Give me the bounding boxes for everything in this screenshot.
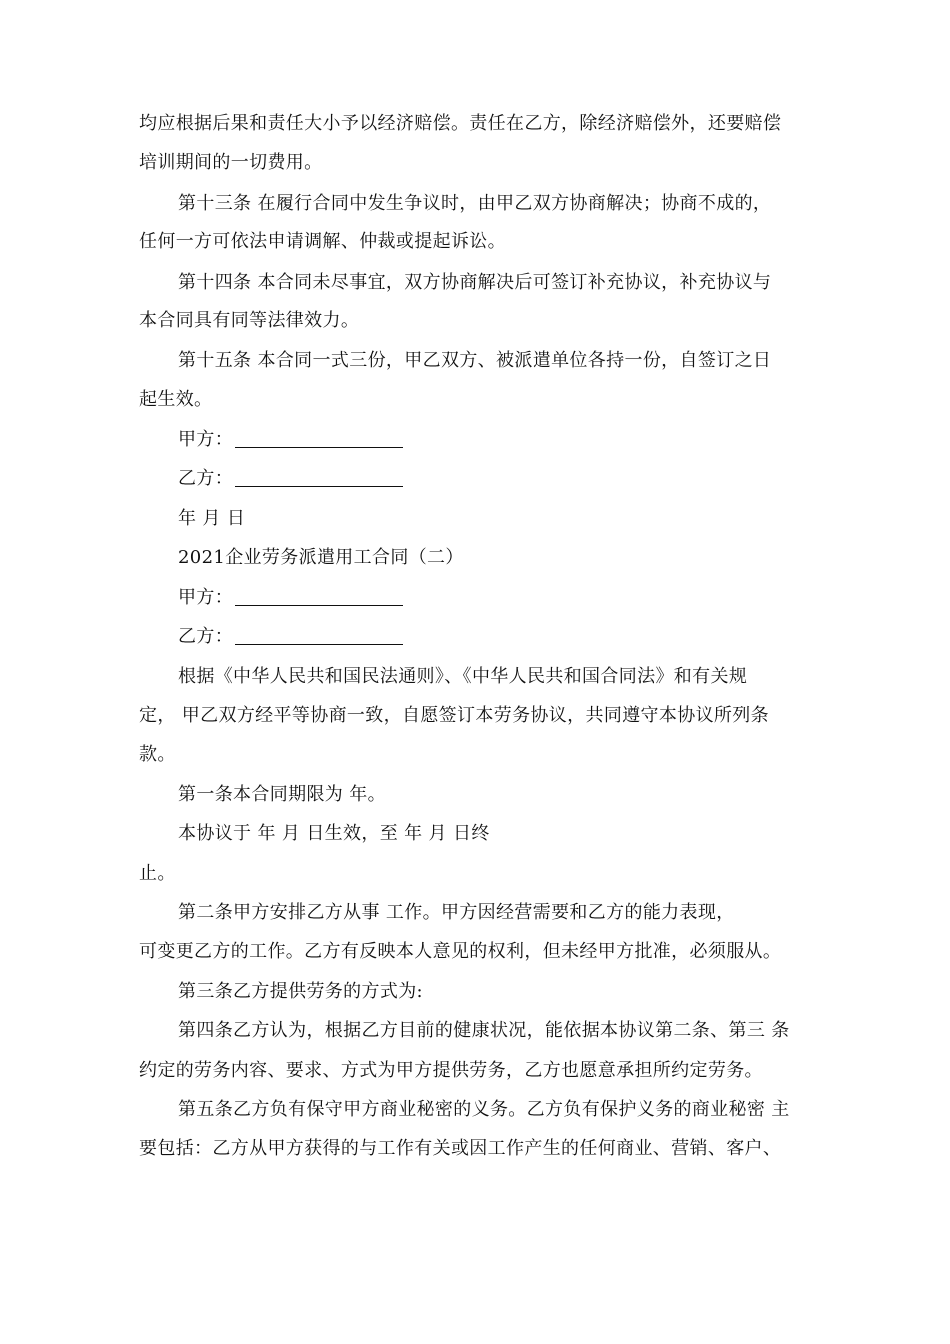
signature-label: 乙方： <box>178 468 234 489</box>
text-line: 款。 <box>139 744 176 765</box>
text-line: 根据《中华人民共和国民法通则》、《中华人民共和国合同法》和有关规 <box>178 666 748 687</box>
signature-party-b <box>178 625 403 649</box>
text-line: 任何一方可依法申请调解、仲裁或提起诉讼。 <box>139 231 506 252</box>
signature-party-b <box>178 467 403 491</box>
text-line: 约定的劳务内容、要求、方式为甲方提供劳务，乙方也愿意承担所约定劳务。 <box>139 1060 763 1081</box>
text-line: 第十三条 在履行合同中发生争议时，由甲乙双方协商解决；协商不成的， <box>178 193 772 214</box>
text-line: 可变更乙方的工作。乙方有反映本人意见的权利，但未经甲方批准，必须服从。 <box>139 941 782 962</box>
text-line: 培训期间的一切费用。 <box>139 152 323 173</box>
text-line: 本协议于 年 月 日生效，至 年 月 日终 <box>178 823 490 844</box>
text-line: 定， 甲乙双方经平等协商一致，自愿签订本劳务协议，共同遵守本协议所列条 <box>139 705 769 726</box>
text-line: 第二条甲方安排乙方从事 工作。甲方因经营需要和乙方的能力表现， <box>178 902 735 923</box>
text-line: 第四条乙方认为，根据乙方目前的健康状况，能依据本协议第二条、第三 条 <box>178 1020 790 1041</box>
text-line: 第五条乙方负有保守甲方商业秘密的义务。乙方负有保护义务的商业秘密 主 <box>178 1099 790 1120</box>
text-line: 要包括：乙方从甲方获得的与工作有关或因工作产生的任何商业、营销、客户、 <box>139 1138 782 1159</box>
text-line: 第十五条 本合同一式三份，甲乙双方、被派遣单位各持一份，自签订之日 <box>178 350 772 371</box>
section-title: 2021企业劳务派遣用工合同（二） <box>178 547 464 568</box>
signature-blank <box>235 604 403 606</box>
text-line: 止。 <box>139 863 176 884</box>
date-line: 年 月 日 <box>178 508 246 529</box>
text-line: 第一条本合同期限为 年。 <box>178 784 386 805</box>
signature-party-a <box>178 586 403 610</box>
signature-blank <box>235 446 403 448</box>
signature-blank <box>235 485 403 487</box>
text-line: 本合同具有同等法律效力。 <box>139 310 360 331</box>
text-line: 第三条乙方提供劳务的方式为: <box>178 981 423 1002</box>
signature-label: 甲方： <box>178 429 234 450</box>
text-line: 均应根据后果和责任大小予以经济赔偿。责任在乙方，除经济赔偿外，还要赔偿 <box>139 113 782 134</box>
text-line: 第十四条 本合同未尽事宜，双方协商解决后可签订补充协议，补充协议与 <box>178 272 772 293</box>
signature-party-a <box>178 428 403 452</box>
signature-label: 甲方： <box>178 587 234 608</box>
signature-label: 乙方： <box>178 626 234 647</box>
signature-blank <box>235 643 403 645</box>
text-line: 起生效。 <box>139 389 213 410</box>
